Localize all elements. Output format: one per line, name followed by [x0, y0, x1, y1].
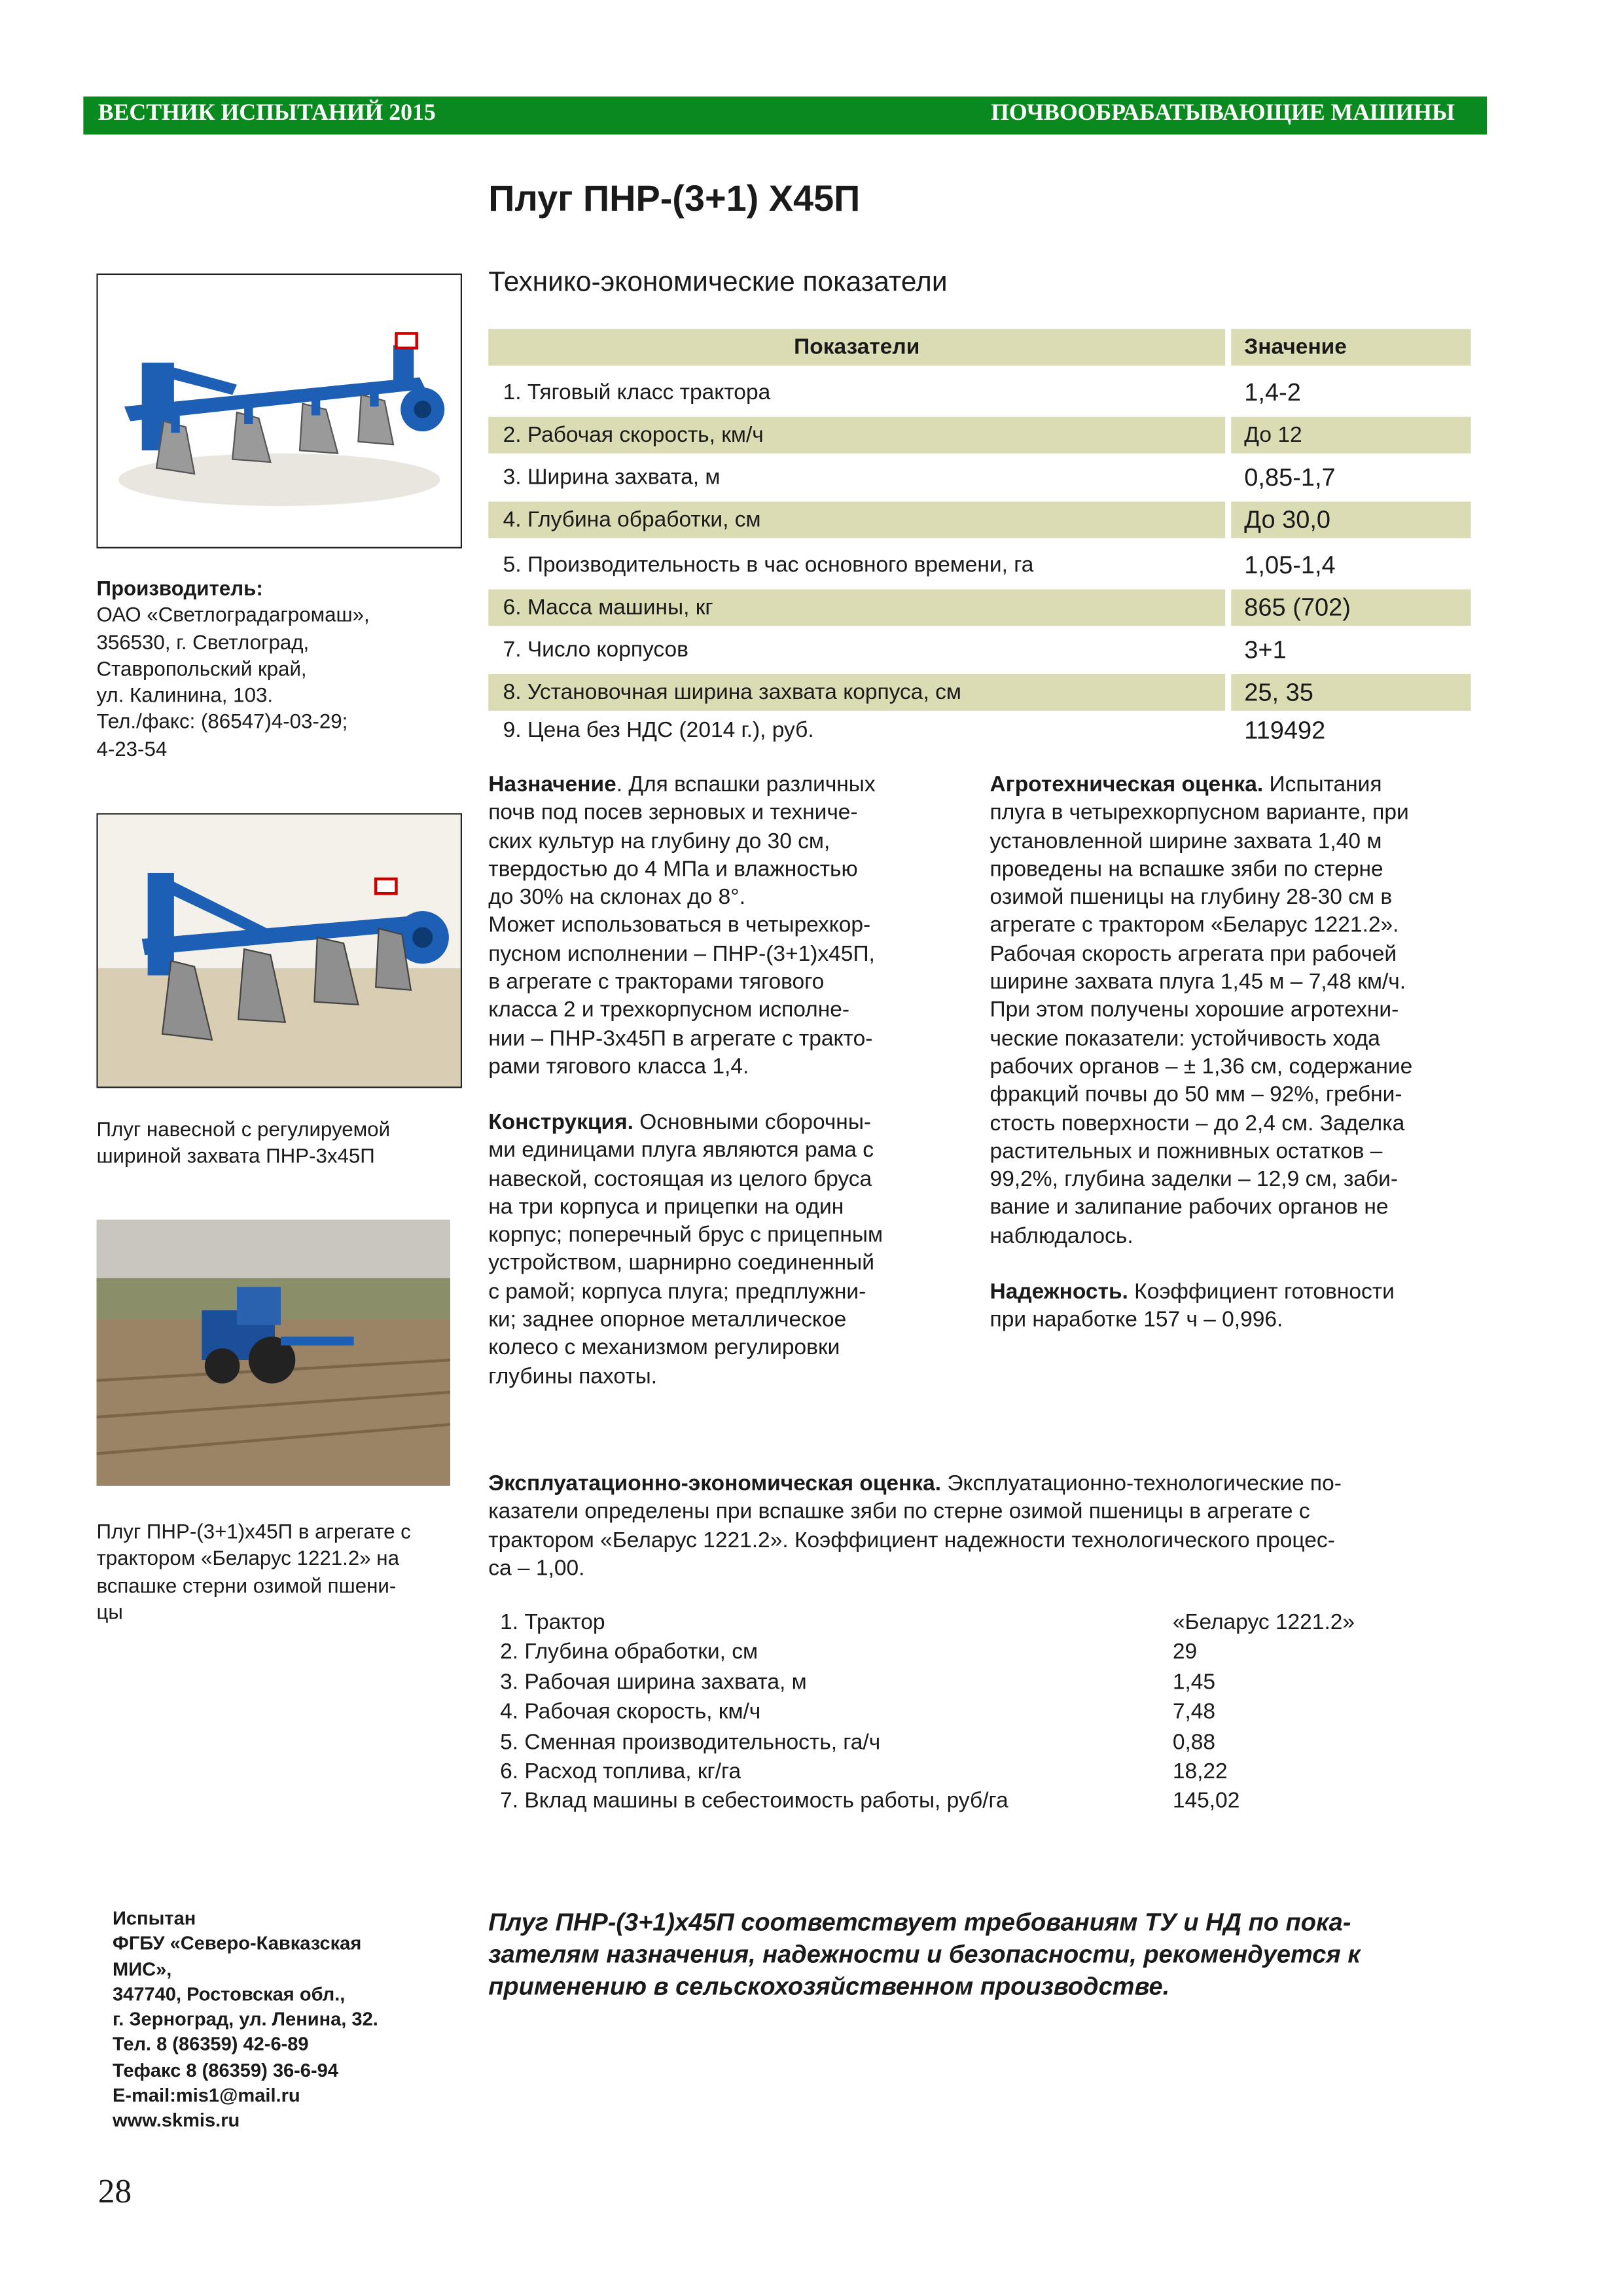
purpose-line: Может использоваться в четырехкор- [488, 913, 871, 939]
construction-line: ки; заднее опорное металлическое [488, 1307, 847, 1333]
construction-line: Основными сборочны- [633, 1109, 872, 1135]
spec-value: До 12 [1231, 417, 1471, 454]
tested-by-info [113, 1905, 463, 2133]
spec-label: 3. Ширина захвата, м [503, 465, 721, 490]
table-header-row [488, 329, 1471, 372]
agro-line: проведены на вспашке зяби по стерне [990, 857, 1383, 882]
exploitation-line: трактором «Беларус 1221.2». Коэффициент надежности технологического процес- [488, 1528, 1335, 1553]
agro-line: агрегате с трактором «Беларус 1221.2». [990, 913, 1399, 939]
agro-line: Испытания [1263, 772, 1382, 797]
manufacturer-label: Производитель: [96, 576, 263, 600]
purpose-line: в агрегате с тракторами тягового [488, 969, 825, 995]
conclusion-line: применению в сельскохозяйственном производстве. [488, 1973, 1170, 2001]
purpose-line: пусном исполнении – ПНР-(3+1)х45П, [488, 941, 875, 967]
caption-line: трактором «Беларус 1221.2» на [96, 1546, 400, 1570]
spec-label: 5. Производительность в час основного времени, га [503, 552, 1034, 578]
agro-section [990, 771, 1472, 1251]
manufacturer-line: 4-23-54 [96, 736, 168, 761]
table-row [488, 374, 1471, 417]
caption-line: Плуг навесной с регулируемой [96, 1117, 391, 1141]
table-row [500, 1758, 1406, 1788]
exploitation-line: казатели определены при вспашке зяби по стерне озимой пшеницы в агрегате с [488, 1499, 1310, 1524]
manufacturer-line: ул. Калинина, 103. [96, 683, 274, 707]
agro-heading: Агротехническая оценка. [990, 772, 1264, 797]
spec-label: 9. Цена без НДС (2014 г.), руб. [503, 718, 814, 744]
tested-website: www.skmis.ru [113, 2109, 240, 2132]
agro-line: установленной ширине захвата 1,40 м [990, 828, 1382, 853]
column-header-value: Значение [1231, 329, 1471, 366]
conclusion [488, 1907, 1474, 2003]
agro-line: озимой пшеницы на глубину 28-30 см в [990, 885, 1393, 910]
tested-line: Испытан [113, 1907, 196, 1929]
spec-value: 1,05-1,4 [1244, 551, 1336, 579]
table-row [500, 1609, 1406, 1639]
spec-value: 119492 [1244, 716, 1326, 745]
construction-line: с рамой; корпуса плуга; предплужни- [488, 1279, 866, 1304]
spec-value: 3+1 [1244, 636, 1287, 664]
ops-value: 0,88 [1172, 1729, 1216, 1755]
caption-line: цы [96, 1600, 123, 1623]
construction-line: глубины пахоты. [488, 1363, 658, 1389]
tested-email: E-mail:mis1@mail.ru [113, 2084, 300, 2106]
purpose-line: до 30% на склонах до 8°. [488, 885, 746, 910]
header-bar [83, 96, 1487, 134]
exploitation-line: Эксплуатационно-технологические по- [941, 1471, 1342, 1496]
agro-line: наблюдалось. [990, 1223, 1133, 1249]
table-row [488, 712, 1471, 755]
ops-value: 1,45 [1172, 1670, 1216, 1695]
reliability-heading: Надежность. [990, 1280, 1128, 1305]
table-row [488, 674, 1471, 712]
tested-line: Тефакс 8 (86359) 36-6-94 [113, 2058, 338, 2081]
purpose-heading: Назначение [488, 772, 616, 797]
construction-line: устройством, шарнирно соединенный [488, 1251, 874, 1276]
spec-value: До 30,0 [1231, 501, 1471, 538]
tested-line: Тел. 8 (86359) 42-6-89 [113, 2033, 309, 2056]
table-row [500, 1668, 1406, 1698]
photo-caption-field [96, 1518, 465, 1625]
table-row [488, 632, 1471, 674]
spec-label: 4. Глубина обработки, см [488, 501, 1225, 538]
manufacturer-line: Тел./факс: (86547)4-03-29; [96, 709, 348, 734]
spec-label: 2. Рабочая скорость, км/ч [488, 417, 1225, 454]
ops-value: 145,02 [1172, 1789, 1240, 1814]
ops-value: «Беларус 1221.2» [1172, 1610, 1355, 1636]
conclusion-line: зателям назначения, надежности и безопасности, рекомендуется к [488, 1941, 1361, 1969]
purpose-line: . Для вспашки различных [616, 772, 876, 797]
agro-line: При этом получены хорошие агротехни- [990, 997, 1399, 1023]
construction-line: корпус; поперечный брус с прицепным [488, 1223, 883, 1248]
spec-label: 1. Тяговый класс трактора [503, 380, 771, 405]
purpose-line: твердостью до 4 МПа и влажностью [488, 857, 858, 882]
exploitation-section [488, 1470, 1474, 1583]
agro-line: растительных и пожнивных остатков – [990, 1139, 1383, 1164]
section-subtitle: Технико-экономические показатели [488, 267, 948, 298]
header-journal-title: ВЕСТНИК ИСПЫТАНИЙ 2015 [98, 101, 436, 126]
operational-indicators-table [500, 1609, 1406, 1818]
agro-line: рабочих органов – ± 1,36 см, содержание [990, 1054, 1413, 1079]
photo-caption-mounted [96, 1116, 462, 1170]
ops-value: 7,48 [1172, 1699, 1216, 1725]
ops-value: 29 [1172, 1640, 1198, 1665]
agro-line: вание и залипание рабочих органов не [990, 1195, 1389, 1221]
ops-value: 18,22 [1172, 1759, 1228, 1784]
reliability-section [990, 1278, 1472, 1335]
exploitation-heading: Эксплуатационно-экономическая оценка. [488, 1471, 942, 1496]
construction-line: колесо с механизмом регулировки [488, 1335, 840, 1361]
tractor-field-photo [96, 1219, 450, 1486]
table-row [500, 1787, 1406, 1818]
manufacturer-line: Ставропольский край, [96, 656, 307, 680]
header-section-title: ПОЧВООБРАБАТЫВАЮЩИЕ МАШИНЫ [991, 101, 1455, 126]
ops-label: 7. Вклад машины в себестоимость работы, руб/га [500, 1789, 1008, 1814]
table-row [488, 417, 1471, 459]
tested-line: ФГБУ «Северо-Кавказская [113, 1932, 362, 1954]
construction-section [488, 1109, 930, 1391]
page-number: 28 [98, 2173, 132, 2210]
reliability-line: Коэффициент готовности [1128, 1280, 1395, 1305]
purpose-section [488, 771, 930, 1081]
reliability-line: при наработке 157 ч – 0,996. [990, 1308, 1283, 1333]
spec-value: 865 (702) [1231, 589, 1471, 626]
page-title: Плуг ПНР-(3+1) Х45П [488, 178, 861, 220]
ops-label: 2. Глубина обработки, см [500, 1640, 758, 1665]
agro-line: стость поверхности – до 2,4 см. Заделка [990, 1111, 1405, 1136]
conclusion-line: Плуг ПНР-(3+1)х45П соответствует требованиям ТУ и НД по пока- [488, 1908, 1351, 1937]
spec-value: 0,85-1,7 [1244, 463, 1336, 492]
ops-label: 1. Трактор [500, 1610, 605, 1636]
agro-line: ширине захвата плуга 1,45 м – 7,48 км/ч. [990, 969, 1406, 995]
spec-value: 25, 35 [1231, 674, 1471, 711]
table-row [488, 547, 1471, 590]
caption-line: Плуг ПНР-(3+1)х45П в агрегате с [96, 1519, 411, 1543]
table-row [500, 1638, 1406, 1668]
construction-line: навеской, состоящая из целого бруса [488, 1166, 872, 1192]
ops-label: 3. Рабочая ширина захвата, м [500, 1670, 807, 1695]
manufacturer-line: 356530, г. Светлоград, [96, 630, 310, 653]
construction-heading: Конструкция. [488, 1109, 633, 1135]
purpose-line: нии – ПНР-3х45П в агрегате с тракто- [488, 1026, 873, 1051]
plow-photo [96, 274, 462, 548]
manufacturer-line: ОАО «Светлоградагромаш», [96, 603, 370, 626]
table-row [500, 1728, 1406, 1758]
purpose-line: почв под посев зерновых и техниче- [488, 800, 858, 825]
agro-line: 99,2%, глубина заделки – 12,9 см, заби- [990, 1167, 1399, 1193]
spec-label: 6. Масса машины, кг [488, 589, 1225, 626]
tested-line: 347740, Ростовская обл., [113, 1982, 346, 2005]
column-header-indicator: Показатели [488, 329, 1225, 366]
agro-line: плуга в четырехкорпусном варианте, при [990, 800, 1409, 825]
exploitation-line: са – 1,00. [488, 1556, 585, 1581]
purpose-line: ских культур на глубину до 30 см, [488, 828, 830, 853]
purpose-line: рами тягового класса 1,4. [488, 1054, 749, 1079]
plow-mounted-photo [96, 813, 462, 1088]
agro-line: ческие показатели: устойчивость хода [990, 1026, 1380, 1051]
table-row [488, 501, 1471, 544]
spec-label: 8. Установочная ширина захвата корпуса, см [488, 674, 1225, 711]
table-row [488, 589, 1471, 632]
construction-line: ми единицами плуга являются рама с [488, 1138, 874, 1164]
tested-line: г. Зерноград, ул. Ленина, 32. [113, 2008, 378, 2030]
ops-label: 5. Сменная производительность, га/ч [500, 1729, 881, 1755]
agro-line: фракций почвы до 50 мм – 92%, гребни- [990, 1083, 1402, 1108]
construction-line: на три корпуса и прицепки на один [488, 1194, 844, 1220]
spec-value: 1,4-2 [1244, 378, 1301, 407]
agro-line: Рабочая скорость агрегата при рабочей [990, 941, 1397, 967]
tested-line: МИС», [113, 1957, 172, 1980]
table-row [500, 1698, 1406, 1729]
ops-label: 4. Рабочая скорость, км/ч [500, 1699, 761, 1725]
table-row [488, 459, 1471, 502]
spec-label: 7. Число корпусов [503, 637, 688, 663]
purpose-line: класса 2 и трехкорпусном исполне- [488, 997, 850, 1023]
caption-line: вспашке стерни озимой пшени- [96, 1573, 397, 1597]
caption-line: шириной захвата ПНР-3х45П [96, 1143, 375, 1168]
manufacturer-info [96, 575, 462, 762]
ops-label: 6. Расход топлива, кг/га [500, 1759, 741, 1784]
specs-table [488, 329, 1471, 755]
